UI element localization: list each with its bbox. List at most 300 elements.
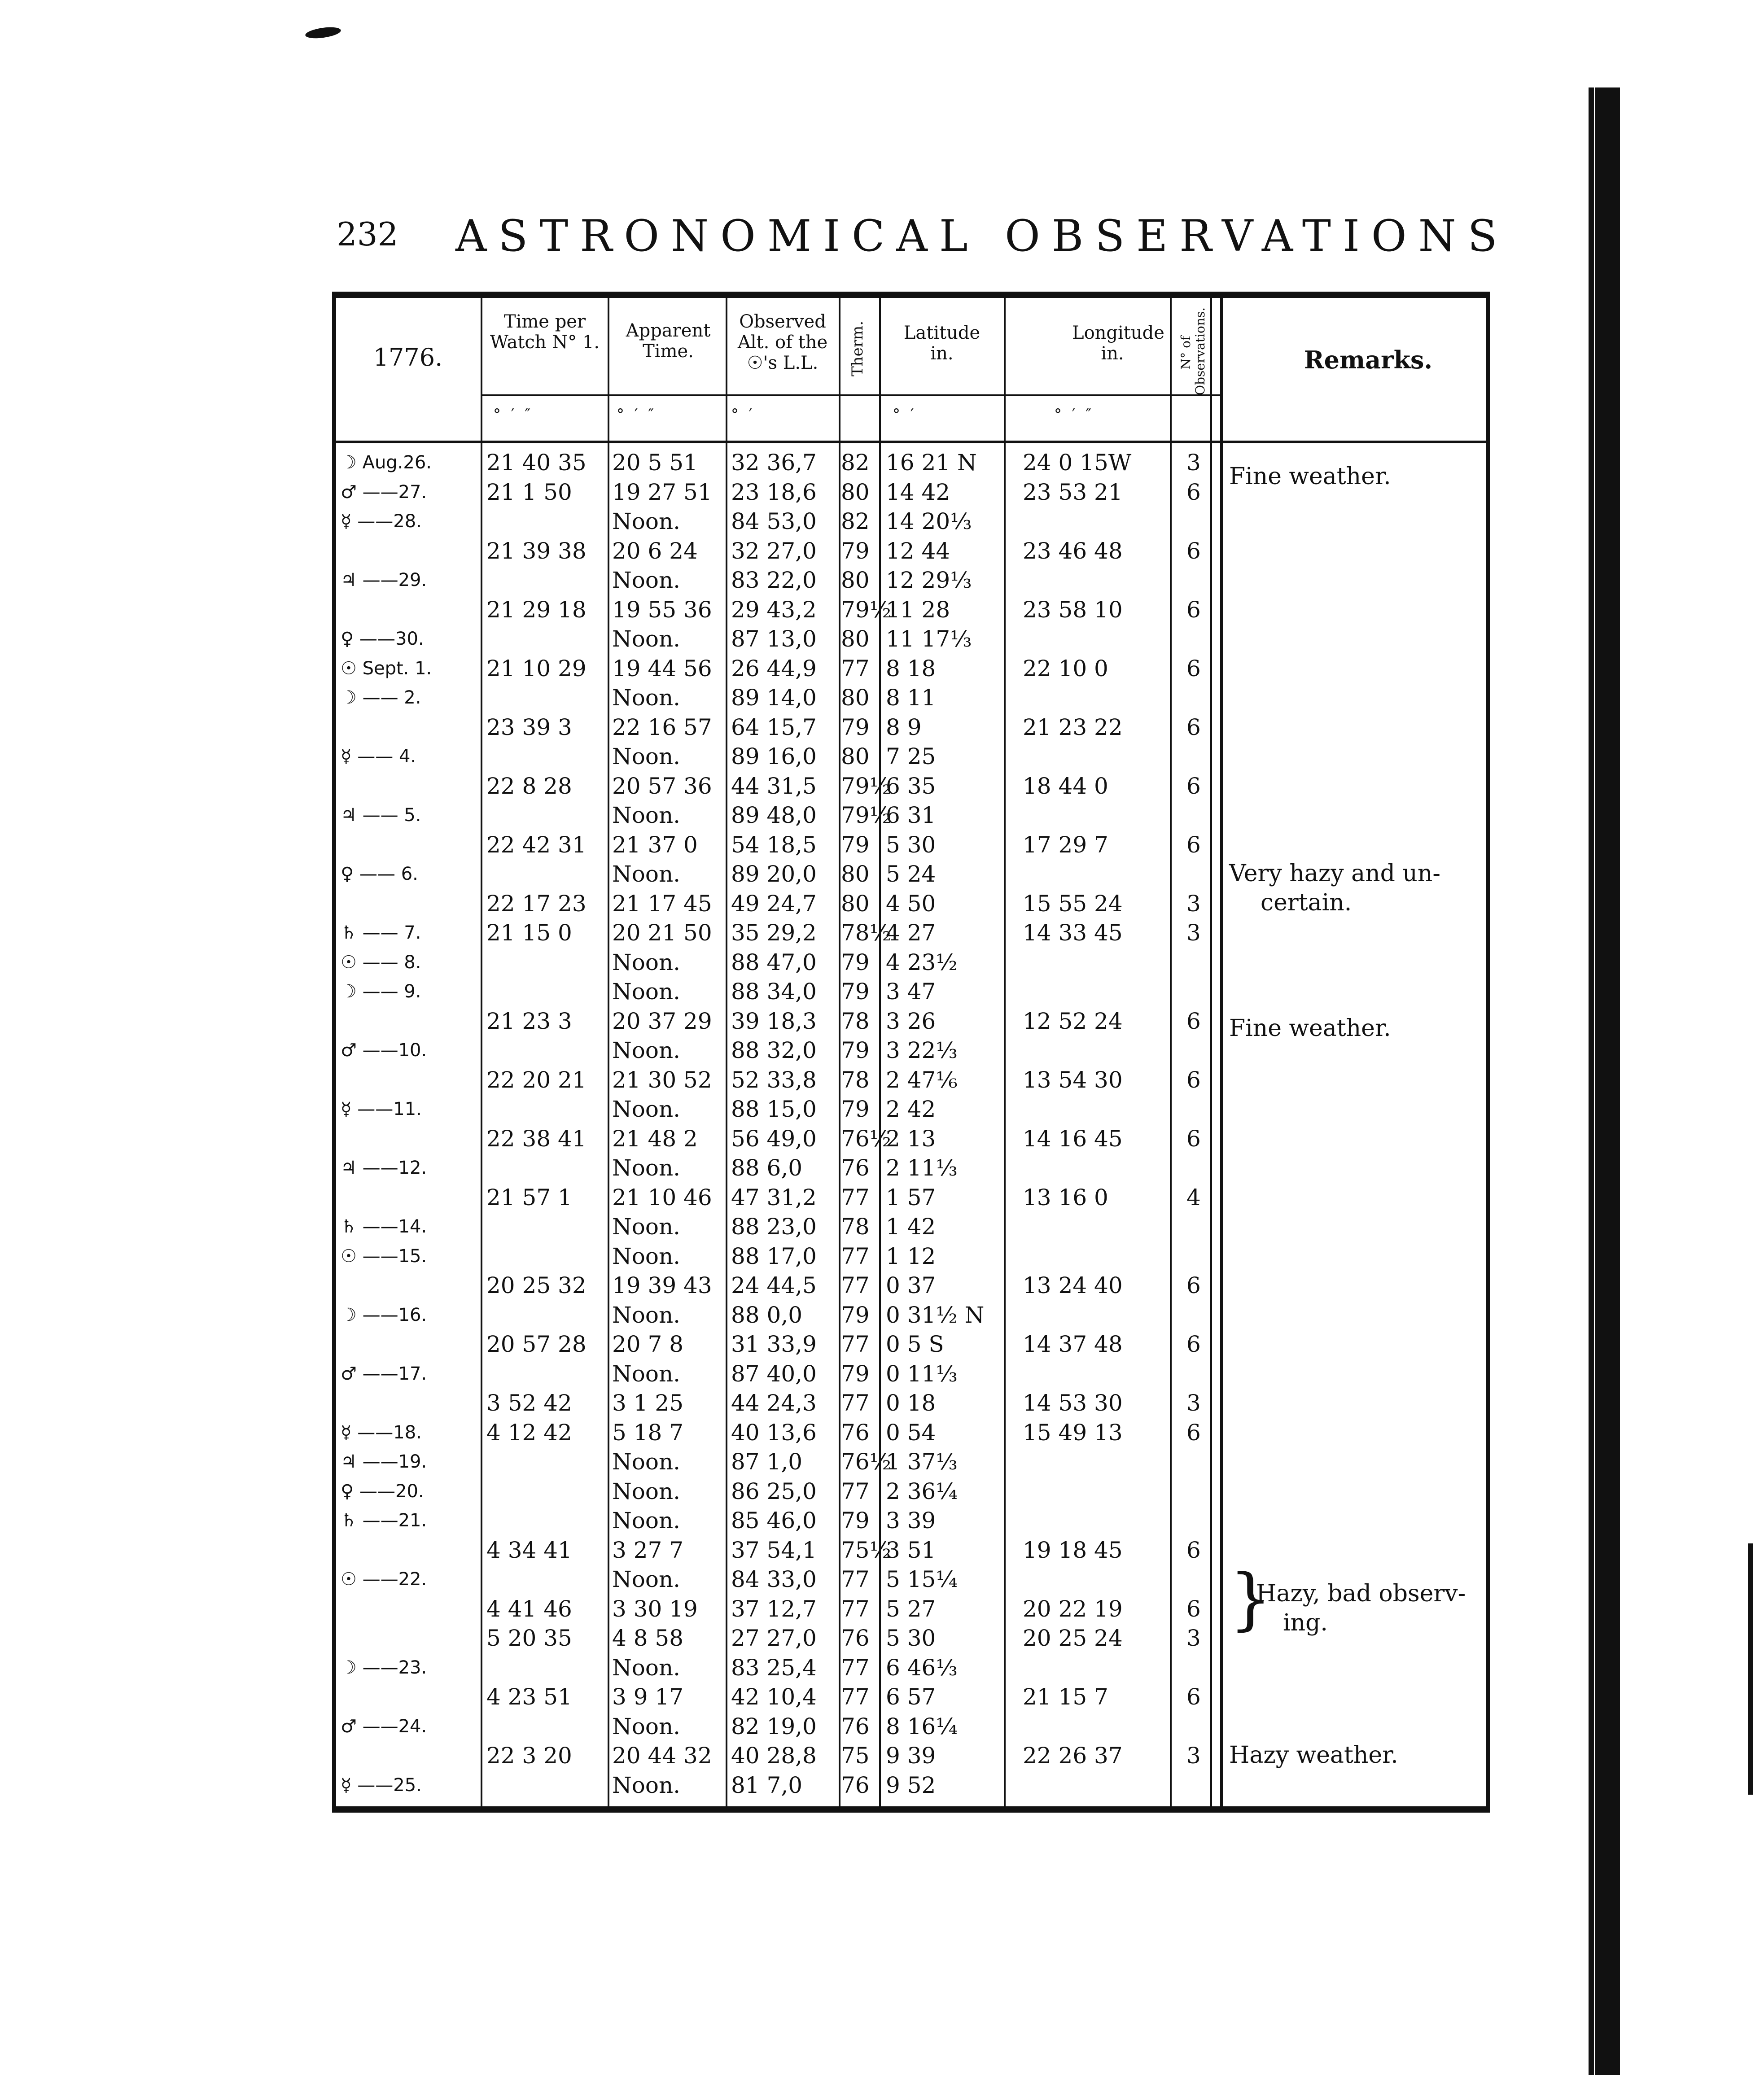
cell-longitude: 14 33 45	[1023, 920, 1123, 946]
cell-latitude: 12 44	[886, 538, 950, 564]
cell-latitude: 3 39	[886, 1508, 936, 1534]
cell-therm: 76	[841, 1625, 870, 1651]
cell-apparent: 21 10 46	[612, 1184, 712, 1211]
cell-altitude: 40 13,6	[731, 1419, 817, 1446]
cell-longitude: 15 49 13	[1023, 1419, 1123, 1446]
ink-blot-top	[305, 26, 341, 40]
cell-altitude: 88 47,0	[731, 949, 817, 975]
cell-longitude: 19 18 45	[1023, 1537, 1123, 1563]
cell-altitude: 56 49,0	[731, 1125, 817, 1152]
cell-longitude: 22 26 37	[1023, 1743, 1123, 1769]
cell-longitude: 13 16 0	[1023, 1184, 1108, 1211]
cell-apparent: Noon.	[612, 626, 681, 652]
cell-nobs: 6	[1186, 773, 1201, 799]
cell-altitude: 32 36,7	[731, 450, 817, 476]
cell-apparent: 19 27 51	[612, 479, 712, 505]
column-rule	[1170, 298, 1172, 1806]
cell-latitude: 6 35	[886, 773, 936, 799]
page-number: 232	[337, 215, 398, 253]
cell-latitude: 2 42	[886, 1096, 936, 1122]
cell-latitude: 3 47	[886, 979, 936, 1005]
cell-apparent: 20 6 24	[612, 538, 698, 564]
cell-longitude: 23 46 48	[1023, 538, 1123, 564]
cell-apparent: 20 44 32	[612, 1743, 712, 1769]
cell-latitude: 9 52	[886, 1772, 936, 1798]
cell-apparent: Noon.	[612, 1302, 681, 1328]
cell-apparent: Noon.	[612, 802, 681, 828]
cell-apparent: Noon.	[612, 1360, 681, 1387]
cell-latitude: 3 26	[886, 1008, 936, 1034]
header-watch: Time per Watch N° 1.	[490, 311, 600, 353]
cell-therm: 80	[841, 479, 870, 505]
cell-altitude: 87 40,0	[731, 1360, 817, 1387]
cell-altitude: 83 25,4	[731, 1654, 817, 1681]
cell-altitude: 44 24,3	[731, 1390, 817, 1416]
cell-apparent: 3 9 17	[612, 1684, 684, 1710]
cell-date: ♂ ——17.	[341, 1363, 427, 1384]
cell-watch: 21 39 38	[486, 538, 587, 564]
cell-nobs: 6	[1186, 1595, 1201, 1622]
cell-nobs: 3	[1186, 1625, 1201, 1651]
cell-latitude: 1 12	[886, 1243, 936, 1269]
cell-date: ♄ ——14.	[341, 1216, 427, 1237]
cell-apparent: Noon.	[612, 1037, 681, 1063]
cell-altitude: 27 27,0	[731, 1625, 817, 1651]
cell-date: ☿ ——11.	[341, 1099, 422, 1119]
header-apparent: Apparent Time.	[626, 320, 711, 362]
cell-latitude: 8 16¼	[886, 1713, 958, 1739]
cell-nobs: 6	[1186, 1066, 1201, 1093]
cell-apparent: 19 55 36	[612, 596, 712, 623]
cell-therm: 79½	[841, 596, 892, 623]
cell-latitude: 0 37	[886, 1272, 936, 1298]
cell-longitude: 15 55 24	[1023, 890, 1123, 917]
cell-altitude: 89 16,0	[731, 743, 817, 769]
cell-watch: 21 23 3	[486, 1008, 572, 1034]
cell-latitude: 1 57	[886, 1184, 936, 1211]
cell-altitude: 87 13,0	[731, 626, 817, 652]
cell-therm: 79	[841, 1360, 870, 1387]
cell-latitude: 3 51	[886, 1537, 936, 1563]
cell-latitude: 1 37⅓	[886, 1449, 958, 1475]
cell-apparent: Noon.	[612, 979, 681, 1005]
remark-hazy-bad-cont: ing.	[1283, 1609, 1328, 1636]
cell-latitude: 16 21 N	[886, 450, 977, 476]
cell-latitude: 2 36¼	[886, 1478, 958, 1504]
cell-therm: 80	[841, 626, 870, 652]
cell-therm: 79½	[841, 802, 892, 828]
cell-altitude: 42 10,4	[731, 1684, 817, 1710]
units-altitude: ° ′	[731, 406, 755, 424]
cell-apparent: Noon.	[612, 743, 681, 769]
cell-apparent: Noon.	[612, 1096, 681, 1122]
units-latitude: ° ′	[893, 406, 917, 424]
cell-nobs: 6	[1186, 538, 1201, 564]
cell-date: ☉ ——15.	[341, 1246, 427, 1267]
cell-latitude: 14 20⅓	[886, 508, 972, 534]
cell-apparent: 19 39 43	[612, 1272, 712, 1298]
cell-altitude: 26 44,9	[731, 655, 817, 682]
cell-date: ♃ —— 5.	[341, 805, 421, 826]
cell-latitude: 0 31½ N	[886, 1302, 985, 1328]
cell-altitude: 39 18,3	[731, 1008, 817, 1034]
cell-apparent: 20 37 29	[612, 1008, 712, 1034]
cell-altitude: 88 23,0	[731, 1214, 817, 1240]
cell-nobs: 6	[1186, 479, 1201, 505]
cell-apparent: 19 44 56	[612, 655, 712, 682]
cell-latitude: 4 50	[886, 890, 936, 917]
cell-latitude: 5 30	[886, 1625, 936, 1651]
cell-apparent: Noon.	[612, 1155, 681, 1181]
cell-nobs: 6	[1186, 1125, 1201, 1152]
column-rule	[839, 298, 840, 1806]
cell-apparent: Noon.	[612, 1713, 681, 1739]
cell-date: ♂ ——10.	[341, 1040, 427, 1061]
cell-apparent: 5 18 7	[612, 1419, 684, 1446]
cell-altitude: 44 31,5	[731, 773, 817, 799]
cell-altitude: 88 34,0	[731, 979, 817, 1005]
cell-therm: 77	[841, 1331, 870, 1357]
cell-nobs: 6	[1186, 596, 1201, 623]
cell-nobs: 3	[1186, 450, 1201, 476]
cell-date: ☿ ——18.	[341, 1422, 422, 1443]
cell-longitude: 23 53 21	[1023, 479, 1123, 505]
cell-longitude: 14 16 45	[1023, 1125, 1123, 1152]
cell-therm: 77	[841, 1184, 870, 1211]
cell-therm: 76	[841, 1772, 870, 1798]
cell-latitude: 8 9	[886, 714, 922, 740]
cell-watch: 21 10 29	[486, 655, 587, 682]
cell-latitude: 14 42	[886, 479, 950, 505]
cell-therm: 76	[841, 1713, 870, 1739]
cell-apparent: 3 30 19	[612, 1595, 698, 1622]
cell-therm: 79	[841, 1096, 870, 1122]
cell-therm: 80	[841, 685, 870, 711]
remark-fine-weather: Fine weather.	[1229, 463, 1391, 490]
cell-altitude: 86 25,0	[731, 1478, 817, 1504]
cell-therm: 82	[841, 450, 870, 476]
cell-watch: 22 38 41	[486, 1125, 587, 1152]
column-rule	[726, 298, 727, 1806]
cell-watch: 4 12 42	[486, 1419, 572, 1446]
cell-altitude: 88 32,0	[731, 1037, 817, 1063]
cell-altitude: 32 27,0	[731, 538, 817, 564]
cell-therm: 79	[841, 714, 870, 740]
remark-fine-weather-2: Fine weather.	[1229, 1015, 1391, 1042]
cell-therm: 80	[841, 861, 870, 887]
cell-date: ♄ —— 7.	[341, 922, 421, 943]
cell-nobs: 6	[1186, 1537, 1201, 1563]
cell-altitude: 47 31,2	[731, 1184, 817, 1211]
cell-therm: 80	[841, 567, 870, 593]
cell-nobs: 4	[1186, 1184, 1201, 1211]
column-rule	[1220, 298, 1223, 1806]
cell-therm: 77	[841, 1684, 870, 1710]
cell-date: ☽ Aug.26.	[341, 452, 432, 473]
cell-apparent: Noon.	[612, 685, 681, 711]
cell-altitude: 82 19,0	[731, 1713, 817, 1739]
cell-watch: 22 42 31	[486, 831, 587, 858]
cell-latitude: 7 25	[886, 743, 936, 769]
cell-apparent: Noon.	[612, 1654, 681, 1681]
cell-latitude: 6 31	[886, 802, 936, 828]
remark-very-hazy: Very hazy and un-	[1229, 860, 1440, 887]
cell-altitude: 88 6,0	[731, 1155, 803, 1181]
cell-longitude: 20 25 24	[1023, 1625, 1123, 1651]
cell-watch: 21 40 35	[486, 450, 587, 476]
cell-nobs: 6	[1186, 1008, 1201, 1034]
cell-apparent: 21 17 45	[612, 890, 712, 917]
cell-therm: 82	[841, 508, 870, 534]
cell-longitude: 13 24 40	[1023, 1272, 1123, 1298]
cell-latitude: 5 27	[886, 1595, 936, 1622]
cell-watch: 4 41 46	[486, 1595, 572, 1622]
cell-longitude: 13 54 30	[1023, 1066, 1123, 1093]
cell-date: ♀ ——20.	[341, 1481, 424, 1502]
cell-altitude: 24 44,5	[731, 1272, 817, 1298]
cell-therm: 80	[841, 890, 870, 917]
cell-altitude: 23 18,6	[731, 479, 817, 505]
column-rule	[879, 298, 881, 1806]
cell-apparent: 21 30 52	[612, 1066, 712, 1093]
cell-altitude: 35 29,2	[731, 920, 817, 946]
cell-latitude: 6 57	[886, 1684, 936, 1710]
cell-latitude: 5 15¼	[886, 1566, 958, 1592]
cell-therm: 79	[841, 979, 870, 1005]
cell-latitude: 0 54	[886, 1419, 936, 1446]
cell-apparent: Noon.	[612, 1449, 681, 1475]
cell-altitude: 83 22,0	[731, 567, 817, 593]
column-rule	[481, 298, 482, 1806]
cell-date: ☽ —— 9.	[341, 981, 421, 1002]
cell-latitude: 5 30	[886, 831, 936, 858]
cell-longitude: 21 23 22	[1023, 714, 1123, 740]
cell-therm: 79½	[841, 773, 892, 799]
right-edge-mark	[1748, 1543, 1753, 1795]
cell-date: ☽ ——16.	[341, 1304, 427, 1325]
cell-altitude: 89 20,0	[731, 861, 817, 887]
cell-altitude: 54 18,5	[731, 831, 817, 858]
cell-watch: 5 20 35	[486, 1625, 572, 1651]
header-therm: Therm.	[849, 321, 867, 376]
cell-watch: 22 8 28	[486, 773, 572, 799]
cell-apparent: Noon.	[612, 1508, 681, 1534]
cell-therm: 77	[841, 1595, 870, 1622]
cell-date: ♃ ——12.	[341, 1158, 427, 1178]
cell-watch: 22 20 21	[486, 1066, 587, 1093]
cell-apparent: 20 21 50	[612, 920, 712, 946]
cell-apparent: 4 8 58	[612, 1625, 684, 1651]
cell-date: ☽ ——23.	[341, 1657, 427, 1678]
cell-altitude: 37 54,1	[731, 1537, 817, 1563]
cell-date: ☿ ——25.	[341, 1774, 422, 1796]
cell-watch: 21 57 1	[486, 1184, 572, 1211]
cell-nobs: 6	[1186, 655, 1201, 682]
cell-latitude: 11 17⅓	[886, 626, 972, 652]
cell-date: ☉ ——22.	[341, 1569, 427, 1590]
cell-apparent: Noon.	[612, 1214, 681, 1240]
cell-latitude: 0 18	[886, 1390, 936, 1416]
cell-altitude: 29 43,2	[731, 596, 817, 623]
cell-latitude: 2 11⅓	[886, 1155, 958, 1181]
units-longitude: ° ′ ″	[1054, 406, 1094, 424]
cell-apparent: Noon.	[612, 567, 681, 593]
remark-very-hazy-cont: certain.	[1261, 889, 1352, 916]
cell-watch: 22 17 23	[486, 890, 587, 917]
cell-nobs: 3	[1186, 890, 1201, 917]
cell-date: ☽ —— 2.	[341, 687, 421, 708]
cell-date: ♃ ——29.	[341, 570, 427, 590]
cell-date: ♂ ——27.	[341, 481, 427, 503]
column-rule	[1210, 298, 1212, 1806]
cell-therm: 79	[841, 949, 870, 975]
header-observations: N° of Observations.	[1178, 307, 1208, 395]
page-title: ASTRONOMICAL OBSERVATIONS	[455, 211, 1509, 261]
cell-latitude: 8 18	[886, 655, 936, 682]
cell-therm: 77	[841, 1654, 870, 1681]
cell-therm: 79	[841, 831, 870, 858]
cell-apparent: Noon.	[612, 861, 681, 887]
cell-nobs: 6	[1186, 1331, 1201, 1357]
cell-latitude: 5 24	[886, 861, 936, 887]
cell-watch: 20 25 32	[486, 1272, 587, 1298]
column-rule	[1004, 298, 1006, 1806]
cell-watch: 20 57 28	[486, 1331, 587, 1357]
cell-therm: 78	[841, 1008, 870, 1034]
cell-longitude: 18 44 0	[1023, 773, 1108, 799]
cell-longitude: 12 52 24	[1023, 1008, 1123, 1034]
cell-longitude: 20 22 19	[1023, 1595, 1123, 1622]
cell-altitude: 81 7,0	[731, 1772, 803, 1798]
cell-therm: 77	[841, 1272, 870, 1298]
cell-altitude: 88 15,0	[731, 1096, 817, 1122]
cell-latitude: 3 22⅓	[886, 1037, 958, 1063]
cell-latitude: 2 47⅙	[886, 1066, 958, 1093]
header-rule	[481, 394, 1223, 396]
cell-date: ☿ —— 4.	[341, 746, 416, 767]
cell-nobs: 3	[1186, 1743, 1201, 1769]
cell-nobs: 6	[1186, 1419, 1201, 1446]
cell-latitude: 2 13	[886, 1125, 936, 1152]
column-rule	[608, 298, 609, 1806]
cell-latitude: 1 42	[886, 1214, 936, 1240]
cell-apparent: Noon.	[612, 1478, 681, 1504]
cell-apparent: Noon.	[612, 508, 681, 534]
cell-apparent: 21 37 0	[612, 831, 698, 858]
cell-watch: 22 3 20	[486, 1743, 572, 1769]
cell-longitude: 24 0 15W	[1023, 450, 1132, 476]
header-year: 1776.	[373, 343, 443, 371]
cell-latitude: 0 5 S	[886, 1331, 944, 1357]
cell-therm: 78	[841, 1066, 870, 1093]
cell-latitude: 12 29⅓	[886, 567, 972, 593]
page-edge-line	[1589, 87, 1594, 2075]
cell-therm: 79	[841, 538, 870, 564]
cell-therm: 75	[841, 1743, 870, 1769]
cell-date: ♃ ——19.	[341, 1451, 427, 1472]
cell-therm: 79	[841, 1508, 870, 1534]
cell-therm: 77	[841, 1243, 870, 1269]
cell-therm: 78	[841, 1214, 870, 1240]
cell-nobs: 3	[1186, 920, 1201, 946]
units-watch: ° ′ ″	[493, 406, 534, 424]
header-altitude: Observed Alt. of the ☉'s L.L.	[737, 311, 828, 373]
cell-therm: 76	[841, 1419, 870, 1446]
cell-altitude: 37 12,7	[731, 1595, 817, 1622]
cell-watch: 4 23 51	[486, 1684, 572, 1710]
cell-therm: 75½	[841, 1537, 892, 1563]
cell-latitude: 4 23½	[886, 949, 958, 975]
cell-date: ☉ —— 8.	[341, 952, 421, 973]
cell-longitude: 23 58 10	[1023, 596, 1123, 623]
cell-latitude: 9 39	[886, 1743, 936, 1769]
cell-date: ♀ —— 6.	[341, 864, 418, 884]
cell-apparent: Noon.	[612, 1772, 681, 1798]
cell-apparent: Noon.	[612, 1243, 681, 1269]
cell-longitude: 22 10 0	[1023, 655, 1108, 682]
cell-apparent: 20 5 51	[612, 450, 698, 476]
cell-nobs: 6	[1186, 1684, 1201, 1710]
cell-watch: 21 15 0	[486, 920, 572, 946]
units-apparent: ° ′ ″	[617, 406, 657, 424]
cell-altitude: 85 46,0	[731, 1508, 817, 1534]
cell-watch: 23 39 3	[486, 714, 572, 740]
cell-apparent: 3 27 7	[612, 1537, 684, 1563]
cell-altitude: 84 53,0	[731, 508, 817, 534]
remark-hazy-bad: Hazy, bad observ-	[1256, 1580, 1466, 1607]
cell-apparent: Noon.	[612, 949, 681, 975]
cell-apparent: 20 57 36	[612, 773, 712, 799]
cell-watch: 4 34 41	[486, 1537, 572, 1563]
cell-apparent: 21 48 2	[612, 1125, 698, 1152]
cell-therm: 76	[841, 1155, 870, 1181]
cell-apparent: 20 7 8	[612, 1331, 684, 1357]
cell-altitude: 89 14,0	[731, 685, 817, 711]
cell-longitude: 17 29 7	[1023, 831, 1108, 858]
cell-longitude: 21 15 7	[1023, 1684, 1108, 1710]
cell-watch: 21 1 50	[486, 479, 572, 505]
cell-therm: 79	[841, 1037, 870, 1063]
cell-nobs: 6	[1186, 1272, 1201, 1298]
cell-altitude: 49 24,7	[731, 890, 817, 917]
cell-watch: 21 29 18	[486, 596, 587, 623]
remark-brace: }	[1229, 1560, 1272, 1638]
cell-nobs: 6	[1186, 714, 1201, 740]
cell-apparent: 22 16 57	[612, 714, 712, 740]
cell-therm: 80	[841, 743, 870, 769]
cell-therm: 77	[841, 1478, 870, 1504]
cell-therm: 78½	[841, 920, 892, 946]
page-edge-bar	[1595, 87, 1620, 2075]
cell-date: ♄ ——21.	[341, 1510, 427, 1531]
cell-therm: 77	[841, 1390, 870, 1416]
units-rule	[336, 441, 1486, 443]
header-latitude: Latitude in.	[903, 323, 980, 364]
remark-hazy-weather: Hazy weather.	[1229, 1742, 1398, 1769]
page-header	[337, 211, 1509, 265]
cell-latitude: 4 27	[886, 920, 936, 946]
cell-altitude: 52 33,8	[731, 1066, 817, 1093]
cell-longitude: 14 37 48	[1023, 1331, 1123, 1357]
cell-therm: 77	[841, 1566, 870, 1592]
header-longitude: Longitude in.	[1072, 323, 1164, 364]
cell-latitude: 0 11⅓	[886, 1360, 958, 1387]
cell-altitude: 64 15,7	[731, 714, 817, 740]
cell-altitude: 87 1,0	[731, 1449, 803, 1475]
cell-latitude: 8 11	[886, 685, 936, 711]
cell-date: ☉ Sept. 1.	[341, 658, 432, 679]
cell-date: ♀ ——30.	[341, 629, 424, 649]
